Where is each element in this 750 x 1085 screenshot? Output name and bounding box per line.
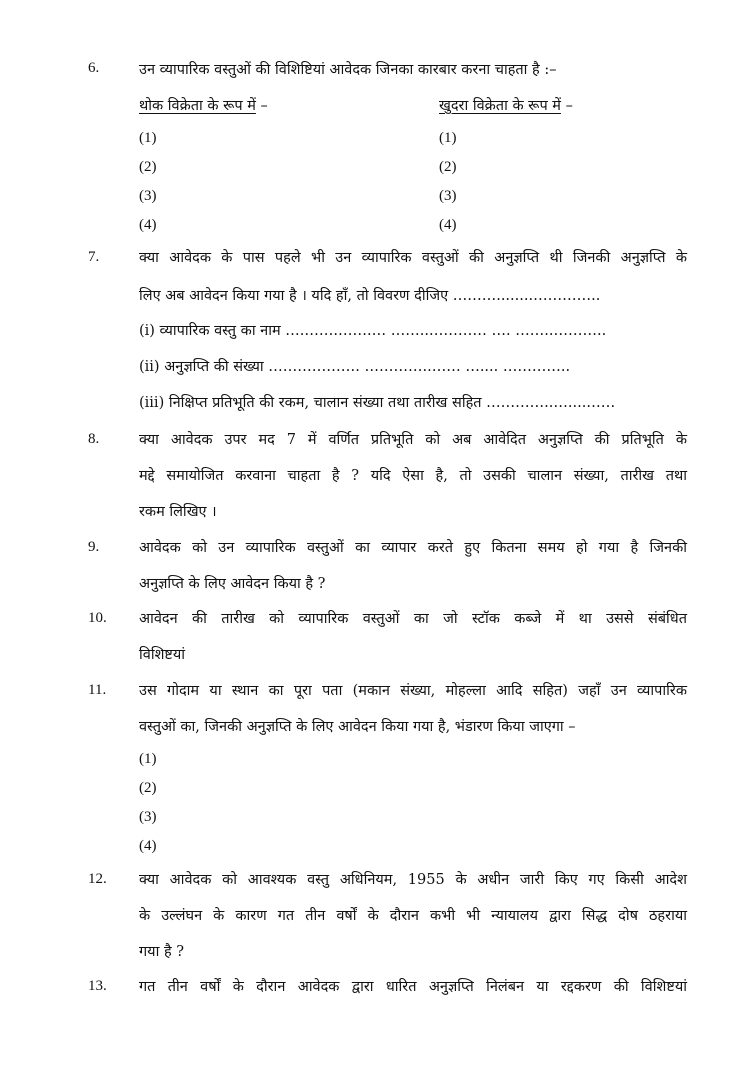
item-text: क्या आवेदक उपर मद 7 में वर्णित प्रतिभूति को अब आवेदित अनुज्ञप्ति की प्रतिभूति के xyxy=(139,432,687,448)
item-text: आवेदन की तारीख को व्यापारिक वस्तुओं का जो स्टॉक कब्जे में था उससे संबंधित xyxy=(139,611,687,627)
item-text: गत तीन वर्षों के दौरान आवेदक द्वारा धारित अनुज्ञप्ति निलंबन या रद्दकरण की विशिष्टयां xyxy=(139,979,687,995)
sub-item-i: (i) व्यापारिक वस्तु का नाम ….…….…….… ……..………… …. ……..……….. xyxy=(139,323,607,339)
list-item: (3) xyxy=(139,809,157,825)
retail-heading xyxy=(439,95,573,115)
list-item: (1) xyxy=(139,751,157,767)
item-number: 7. xyxy=(88,249,100,265)
retail-heading-label: खुदरा विक्रेता के रूप में xyxy=(439,98,561,114)
dash: – xyxy=(565,98,573,114)
wholesale-list-item: (1) xyxy=(139,130,157,146)
item-text: वस्तुओं का, जिनकी अनुज्ञप्ति के लिए आवेदन किया गया है, भंडारण किया जाएगा – xyxy=(139,719,576,735)
item-text: मद्दे समायोजित करवाना चाहता है ? यदि ऐसा है, तो उसकी चालान संख्या, तारीख तथा xyxy=(139,468,687,484)
dash: – xyxy=(260,98,268,114)
list-item: (2) xyxy=(139,780,157,796)
item-text: आवेदक को उन व्यापारिक वस्तुओं का व्यापार करते हुए कितना समय हो गया है जिनकी xyxy=(139,540,687,556)
item-text: क्या आवेदक के पास पहले भी उन व्यापारिक वस्तुओं की अनुज्ञप्ति थी जिनकी अनुज्ञप्ति के xyxy=(139,250,687,266)
item-text: क्या आवेदक को आवश्यक वस्तु अधिनियम, 1955 के अधीन जारी किए गए किसी आदेश xyxy=(139,872,687,888)
item-number: 6. xyxy=(88,60,100,76)
sub-item-ii: (ii) अनुज्ञप्ति की संख्या ………………. …………..…… ….... ………….. xyxy=(139,359,571,375)
retail-list-item: (4) xyxy=(439,217,457,233)
wholesale-heading xyxy=(139,95,268,115)
item-number: 10. xyxy=(88,610,107,626)
retail-list-item: (3) xyxy=(439,188,457,204)
item-text: के उल्लंघन के कारण गत तीन वर्षों के दौरान कभी भी न्यायालय द्वारा सिद्ध दोष ठहराया xyxy=(139,908,687,924)
sub-item-iii: (iii) निक्षिप्त प्रतिभूति की रकम, चालान संख्या तथा तारीख सहित …………..…....…… xyxy=(139,395,616,411)
item-text: उस गोदाम या स्थान का पूरा पता (मकान संख्या, मोहल्ला आदि सहित) जहाँ उन व्यापारिक xyxy=(139,683,687,699)
item-number: 9. xyxy=(88,539,100,555)
item-text: उन व्यापारिक वस्तुओं की विशिष्टियां आवेदक जिनका कारबार करना चाहता है :– xyxy=(139,62,557,78)
item-text: अनुज्ञप्ति के लिए आवेदन किया है ? xyxy=(139,576,326,592)
wholesale-list-item: (3) xyxy=(139,188,157,204)
item-text: गया है ? xyxy=(139,944,185,960)
item-text: विशिष्टयां xyxy=(139,647,186,663)
item-text: रकम लिखिए । xyxy=(139,504,217,520)
retail-list-item: (1) xyxy=(439,130,457,146)
item-text: लिए अब आवेदन किया गया है । यदि हाँ, तो विवरण दीजिए ………........………….. xyxy=(139,288,601,304)
item-number: 13. xyxy=(88,978,107,994)
item-number: 12. xyxy=(88,871,107,887)
wholesale-heading-label: थोक विक्रेता के रूप में xyxy=(139,98,256,114)
wholesale-list-item: (2) xyxy=(139,159,157,175)
item-number: 8. xyxy=(88,431,100,447)
list-item: (4) xyxy=(139,838,157,854)
retail-list-item: (2) xyxy=(439,159,457,175)
wholesale-list-item: (4) xyxy=(139,217,157,233)
item-number: 11. xyxy=(88,682,107,698)
